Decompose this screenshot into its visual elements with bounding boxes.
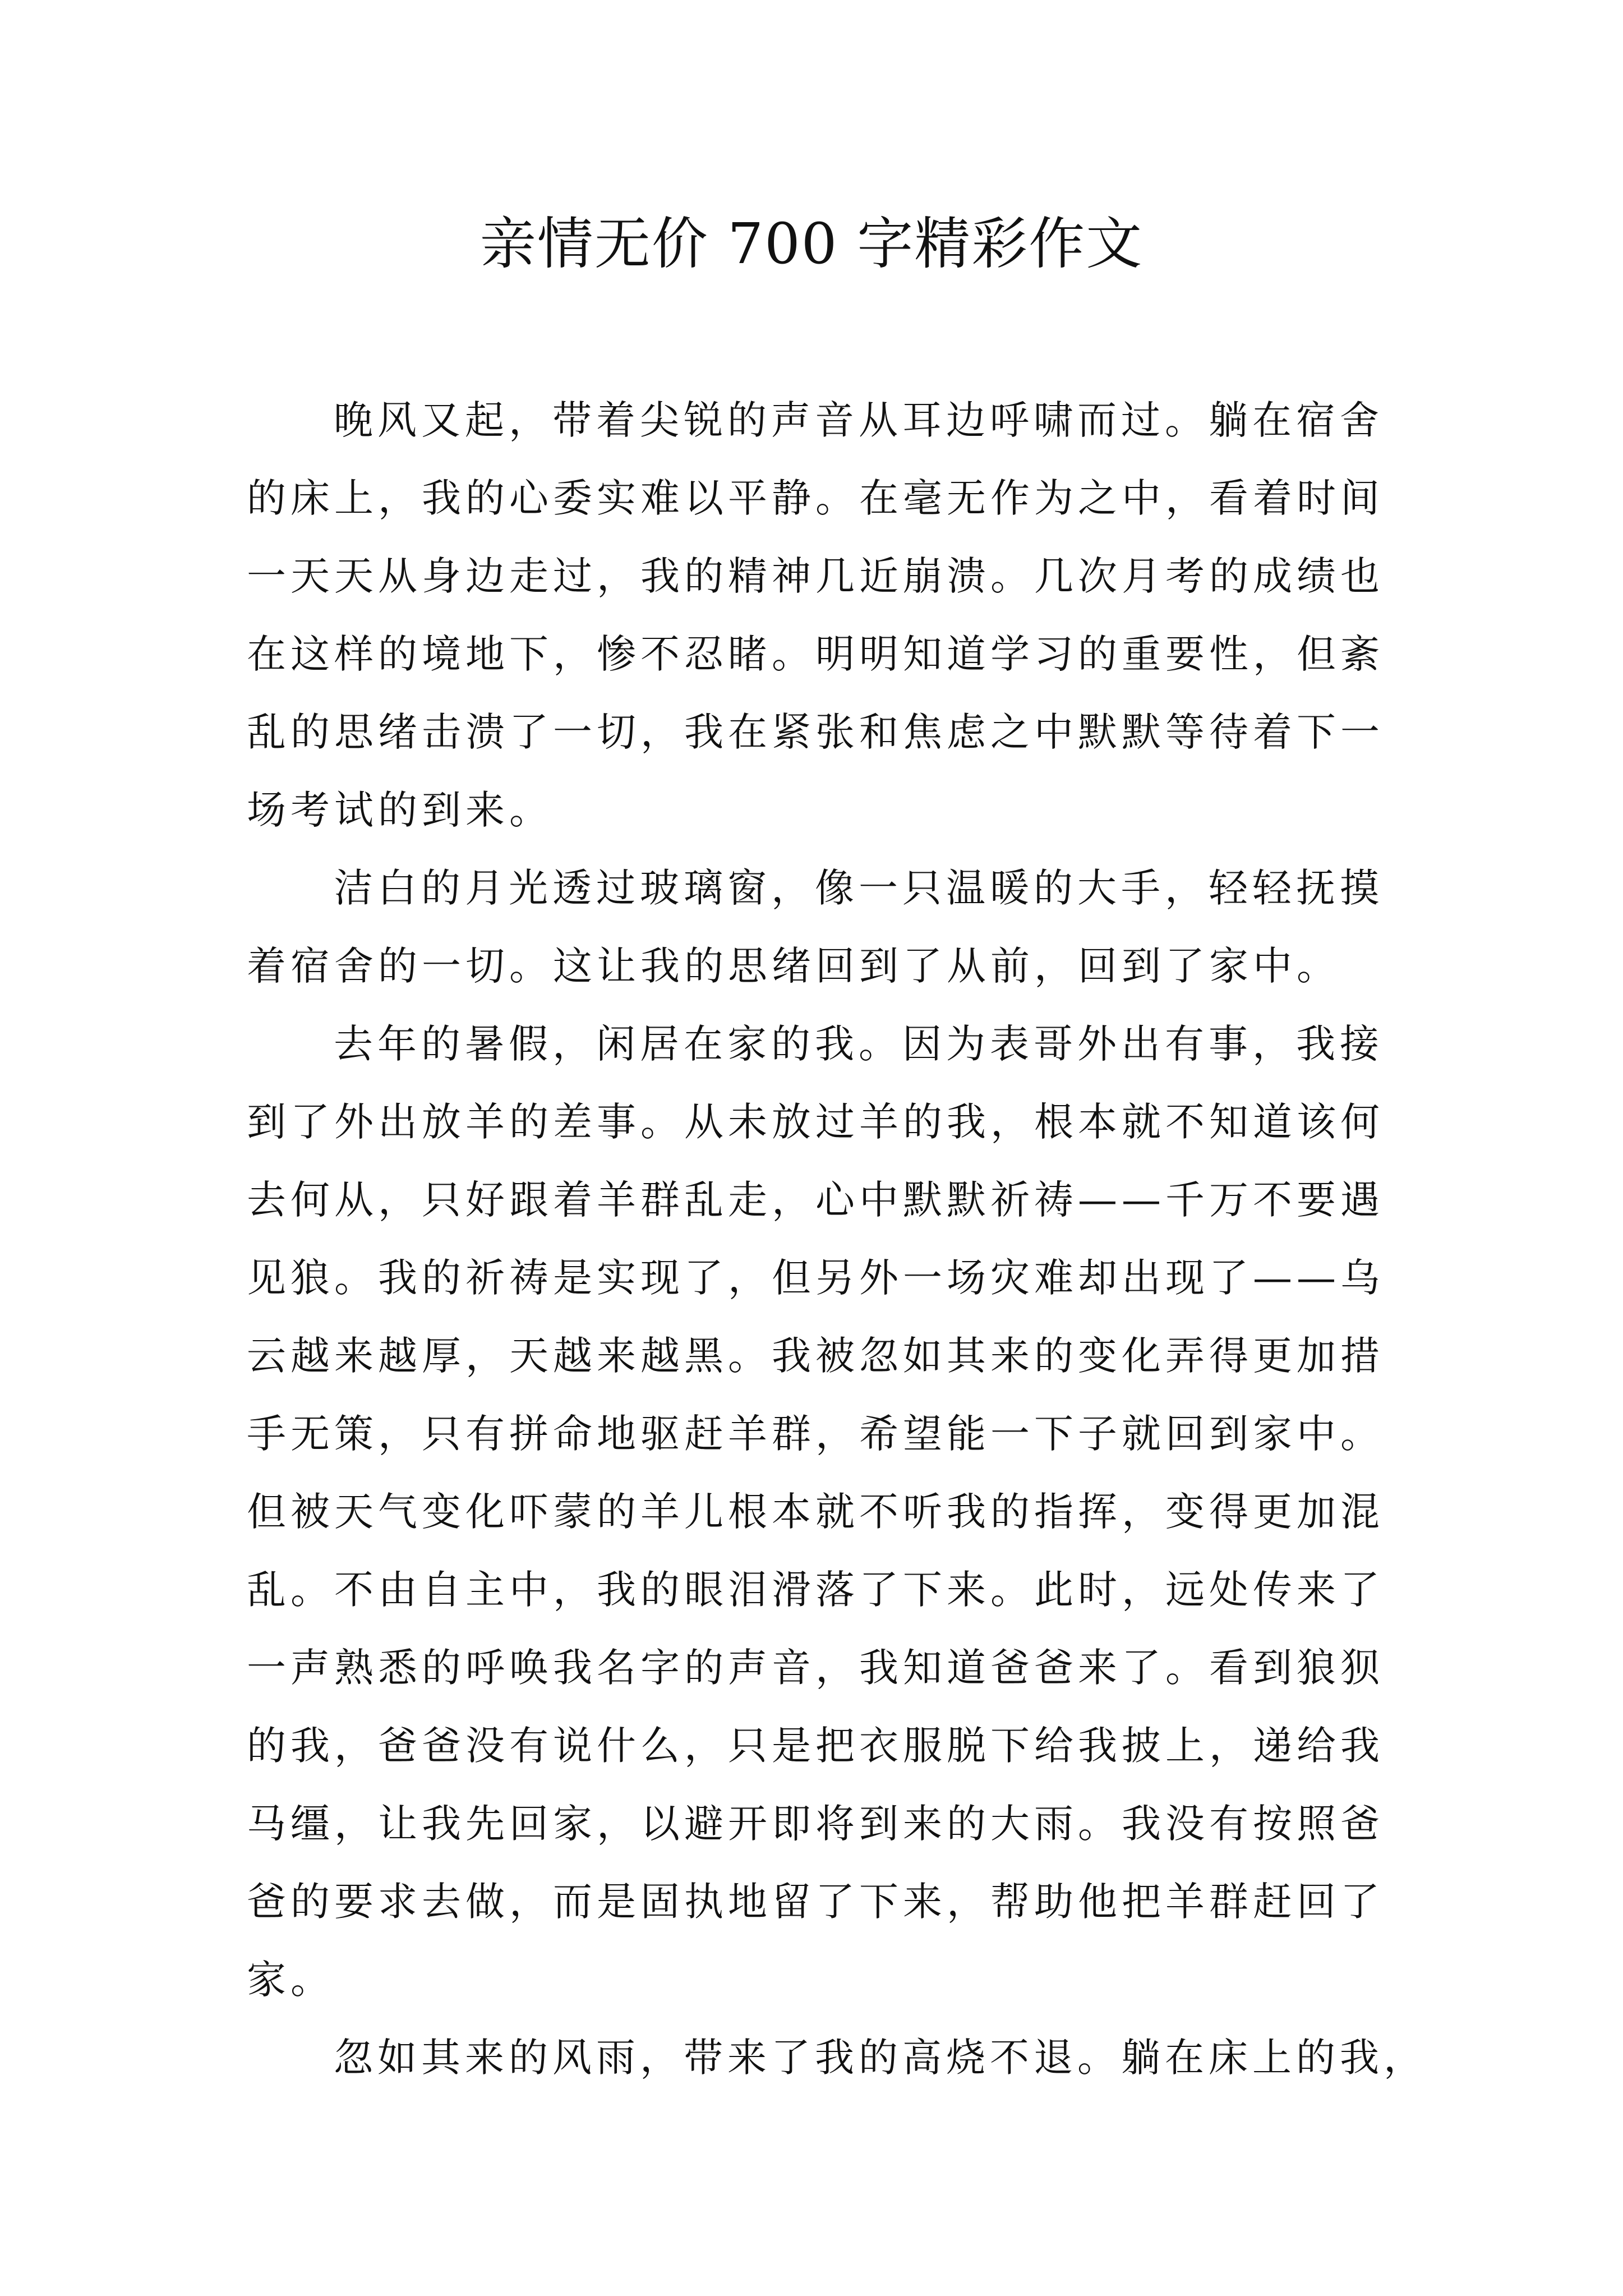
text-line: 去年的暑假，闲居在家的我。因为表哥外出有事，我接	[334, 1021, 1384, 1067]
text-line: 的我，爸爸没有说什么，只是把衣服脱下给我披上，递给我	[247, 1723, 1384, 1769]
text-line: 去何从，只好跟着羊群乱走，心中默默祈祷——千万不要遇	[247, 1177, 1384, 1223]
text-line: 着宿舍的一切。这让我的思绪回到了从前，回到了家中。	[247, 943, 1340, 989]
text-line: 乱的思绪击溃了一切，我在紧张和焦虑之中默默等待着下一	[247, 709, 1384, 755]
text-line: 但被天气变化吓蒙的羊儿根本就不听我的指挥，变得更加混	[247, 1489, 1384, 1535]
text-line: 场考试的到来。	[247, 787, 553, 833]
text-line: 一声熟悉的呼唤我名字的声音，我知道爸爸来了。看到狼狈	[247, 1645, 1384, 1691]
document-body	[247, 381, 1427, 2097]
document-title: 亲情无价 700 字精彩作文	[479, 211, 1144, 277]
text-line: 家。	[247, 1957, 334, 2003]
text-line: 见狼。我的祈祷是实现了，但另外一场灾难却出现了——乌	[247, 1255, 1384, 1301]
text-line: 一天天从身边走过，我的精神几近崩溃。几次月考的成绩也	[247, 553, 1384, 599]
text-line: 到了外出放羊的差事。从未放过羊的我，根本就不知道该何	[247, 1099, 1384, 1145]
text-line: 晚风又起，带着尖锐的声音从耳边呼啸而过。躺在宿舍	[334, 397, 1384, 443]
text-line: 忽如其来的风雨，带来了我的高烧不退。躺在床上的我，	[334, 2035, 1427, 2081]
text-line: 爸的要求去做，而是固执地留了下来，帮助他把羊群赶回了	[247, 1879, 1384, 1925]
text-line: 的床上，我的心委实难以平静。在毫无作为之中，看着时间	[247, 475, 1384, 521]
text-line: 乱。不由自主中，我的眼泪滑落了下来。此时，远处传来了	[247, 1567, 1384, 1613]
text-line: 在这样的境地下，惨不忍睹。明明知道学习的重要性，但紊	[247, 631, 1384, 677]
text-line: 云越来越厚，天越来越黑。我被忽如其来的变化弄得更加措	[247, 1333, 1384, 1379]
text-line: 马缰，让我先回家，以避开即将到来的大雨。我没有按照爸	[247, 1801, 1384, 1847]
text-line: 手无策，只有拼命地驱赶羊群，希望能一下子就回到家中。	[247, 1411, 1384, 1457]
text-line: 洁白的月光透过玻璃窗，像一只温暖的大手，轻轻抚摸	[334, 865, 1384, 911]
